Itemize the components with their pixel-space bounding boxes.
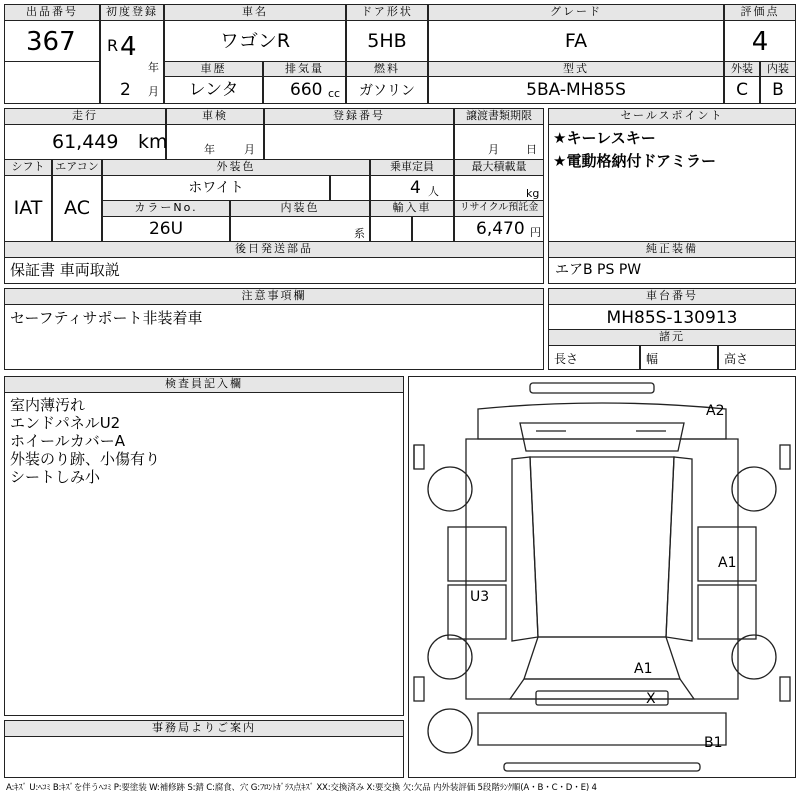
car-damage-diagram <box>408 376 796 776</box>
right-mirror-bracket <box>780 445 790 469</box>
month-unit: 月 <box>148 85 159 98</box>
seats-label: 乗車定員 <box>370 159 454 176</box>
dl-day: 日 <box>526 143 537 156</box>
chassis-no: MH85S-130913 <box>606 308 738 328</box>
later-parts: 保証書 車両取説 <box>10 261 120 279</box>
front-bumper-bottom <box>504 763 700 771</box>
insp-year: 年 <box>204 143 215 156</box>
inspector-line-3: ホイールカバーA <box>10 432 125 450</box>
color-blank <box>330 175 370 201</box>
seats-unit: 人 <box>428 185 439 198</box>
chassis-label: 車台番号 <box>548 288 796 305</box>
shift: IAT <box>13 197 43 219</box>
windshield <box>524 637 680 679</box>
ac: AC <box>64 197 90 219</box>
equip-value: エアB PS PW <box>555 262 642 278</box>
grade-label: グレード <box>428 4 724 21</box>
score-label: 評価点 <box>724 4 796 21</box>
intcolor-unit: 系 <box>354 227 365 240</box>
right-rear-door <box>698 527 756 581</box>
load-unit: kg <box>526 187 540 200</box>
rear-window <box>520 423 684 451</box>
import-cell-b <box>412 216 454 242</box>
width-label: 幅 <box>646 352 659 366</box>
model-label: 型式 <box>428 61 724 77</box>
fuel: ガソリン <box>359 83 415 99</box>
notes-value: セーフティサポート非装着車 <box>10 309 203 327</box>
import-label: 輸入車 <box>370 200 454 217</box>
recycle: 6,470 <box>476 219 525 239</box>
mileage-label: 走行 <box>4 108 166 125</box>
colorno: 26U <box>148 219 184 239</box>
month-num: 2 <box>120 80 131 100</box>
color-label: 外装色 <box>102 159 370 176</box>
score: 4 <box>751 27 769 57</box>
door-label: ドア形状 <box>346 4 428 21</box>
inspector-line-2: エンドパネルU2 <box>10 414 121 432</box>
door-type: 5HB <box>367 30 407 52</box>
rear-roof-line <box>478 403 726 439</box>
grade: FA <box>564 30 588 52</box>
equip-label: 純正装備 <box>548 241 796 258</box>
recycle-label: リサイクル預託金 <box>454 200 544 217</box>
year-unit: 年 <box>148 61 159 74</box>
car-name-label: 車名 <box>164 4 346 21</box>
mileage: 61,449 <box>52 131 119 153</box>
lot-no-blank <box>4 61 100 104</box>
seats: 4 <box>410 178 421 198</box>
year-num: 4 <box>120 32 137 62</box>
length-label: 長さ <box>554 352 579 366</box>
later-label: 後日発送部品 <box>4 241 544 258</box>
ac-label: エアコン <box>52 159 102 176</box>
right-pillar <box>666 457 692 641</box>
history: レンタ <box>188 80 239 100</box>
rear-bumper-top <box>530 383 654 393</box>
hood-edge <box>510 679 694 699</box>
sales-label: セールスポイント <box>548 108 796 125</box>
mileage-unit: km <box>138 131 168 153</box>
inspector-label: 検査員記入欄 <box>4 376 404 393</box>
import-cell-a <box>370 216 412 242</box>
disp: 660 <box>290 80 323 100</box>
model: 5BA-MH85S <box>526 80 626 100</box>
history-label: 車歴 <box>164 61 263 77</box>
first-reg-label: 初度登録 <box>100 4 164 21</box>
spare-wheel <box>428 709 472 753</box>
disp-label: 排気量 <box>263 61 346 77</box>
mark-b1: B1 <box>704 735 723 751</box>
inspector-line-5: シートしみ小 <box>10 468 101 486</box>
intcolor-cell <box>230 216 370 242</box>
right-front-door <box>698 585 756 639</box>
shift-label: シフト <box>4 159 52 176</box>
dl-month: 月 <box>488 143 499 156</box>
int-grade: B <box>772 80 784 100</box>
notes-label: 注意事項欄 <box>4 288 544 305</box>
regno-label: 登録番号 <box>264 108 454 125</box>
right-front-bracket <box>780 677 790 701</box>
colorno-label: カラーNo. <box>102 200 230 217</box>
sales-line-2: ★電動格納付ドアミラー <box>553 152 716 170</box>
fuel-label: 燃料 <box>346 61 428 77</box>
int-label: 内装 <box>760 61 796 77</box>
inspector-line-1: 室内薄汚れ <box>10 396 86 414</box>
mark-x: X <box>646 691 656 707</box>
mark-a2: A2 <box>706 403 725 419</box>
recycle-unit: 円 <box>530 226 541 239</box>
mark-a1-door: A1 <box>718 555 737 571</box>
left-front-bracket <box>414 677 424 701</box>
left-pillar <box>512 457 538 641</box>
inspection-label: 車検 <box>166 108 264 125</box>
deadline-label: 譲渡書類期限 <box>454 108 544 125</box>
body-outline <box>466 439 738 699</box>
mark-a1-rear: A1 <box>634 661 653 677</box>
legend: A:ｷｽﾞ U:ﾍｺﾐ B:ｷｽﾞを伴うﾍｺﾐ P:要塗装 W:補修跡 S:錆 C:腐食、穴 G:ﾌﾛﾝﾄｶﾞﾗｽ点ｷｽﾞ XX:交換済み X:要交換 欠:欠品 内外装評価 5段階ﾗﾝｸ順(A・B・C・D・E) 4 <box>6 783 597 793</box>
sales-line-1: ★キーレスキー <box>553 129 656 147</box>
left-rear-door <box>448 527 506 581</box>
ext-grade: C <box>736 80 748 100</box>
disp-unit: cc <box>328 87 341 100</box>
left-mirror-bracket <box>414 445 424 469</box>
office-label: 事務局よりご案内 <box>4 720 404 737</box>
cabin-roof <box>530 457 674 637</box>
height-label: 高さ <box>724 352 749 366</box>
era-letter: R <box>107 36 119 55</box>
front-bumper <box>478 713 726 745</box>
regno-cell <box>264 124 454 160</box>
color: ホワイト <box>188 180 244 196</box>
intcolor-label: 内装色 <box>230 200 370 217</box>
lot-no: 367 <box>26 27 76 57</box>
ext-label: 外装 <box>724 61 760 77</box>
load-label: 最大積載量 <box>454 159 544 176</box>
mark-u3: U3 <box>470 589 490 605</box>
dims-label: 諸元 <box>548 329 796 346</box>
inspector-line-4: 外装のり跡、小傷有り <box>10 450 161 468</box>
insp-month: 月 <box>244 143 255 156</box>
lot-no-label: 出品番号 <box>4 4 100 21</box>
car-name: ワゴンR <box>219 30 291 52</box>
